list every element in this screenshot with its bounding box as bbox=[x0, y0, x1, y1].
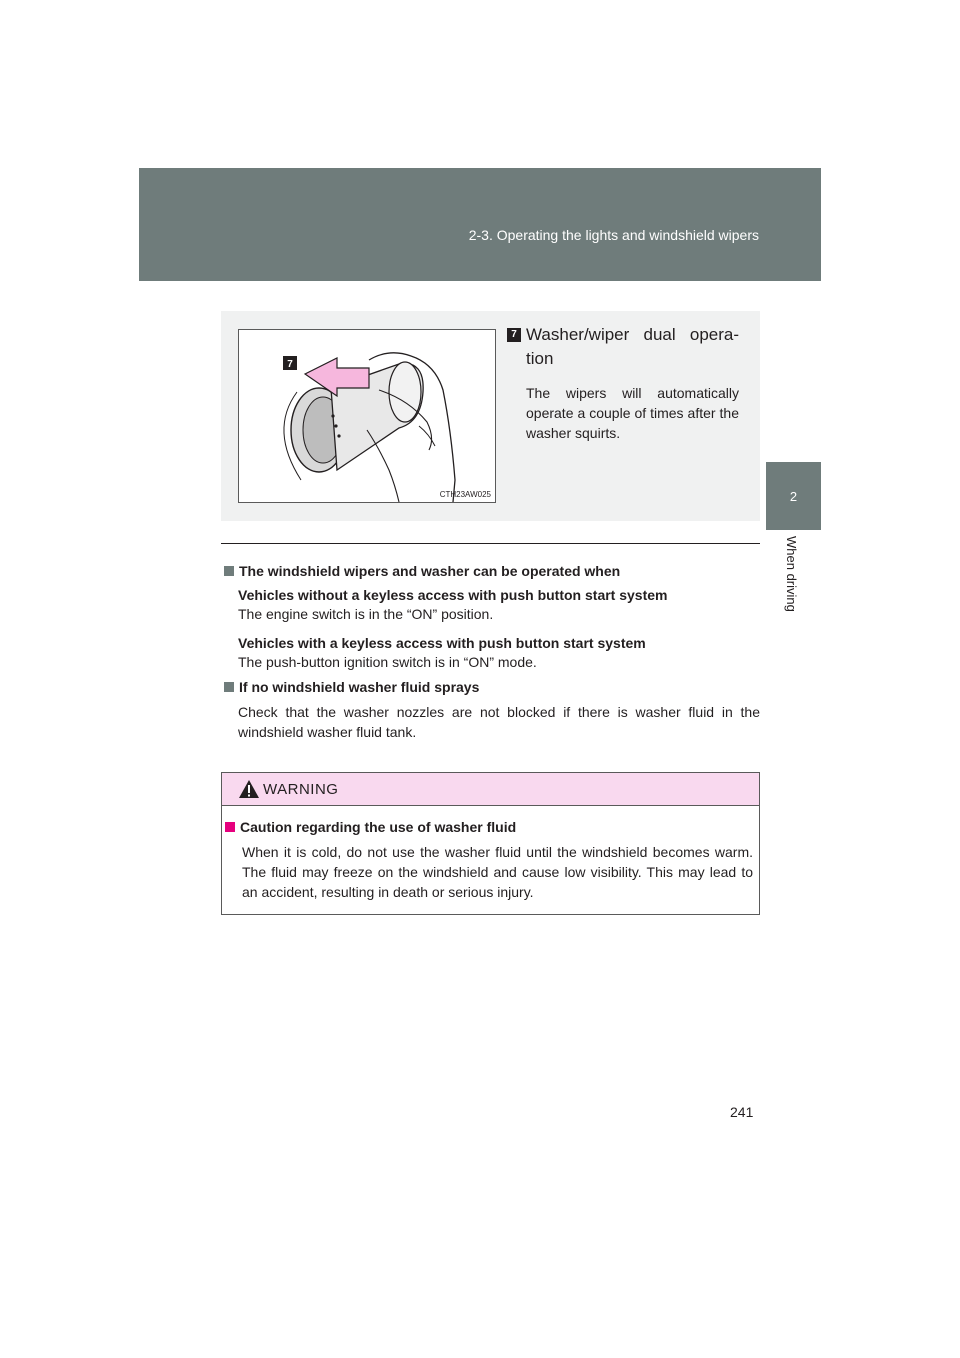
warning-text: When it is cold, do not use the washer fluid until the windshield becomes warm. The fluid may freeze on the windshield and cause low visibility. This may lead to an accident, resulting in death or serious injury. bbox=[242, 844, 753, 900]
square-bullet-icon bbox=[225, 822, 235, 832]
step-badge: 7 bbox=[507, 328, 521, 342]
illustration-frame bbox=[238, 329, 496, 503]
side-tab-top bbox=[766, 168, 821, 281]
warning-heading-text: Caution regarding the use of washer fluid bbox=[240, 819, 517, 835]
wiper-switch-illustration bbox=[239, 330, 495, 502]
header-band bbox=[139, 168, 821, 281]
illustration-callout: 7 bbox=[287, 359, 293, 370]
note-text: Check that the washer nozzles are not blocked if there is washer fluid in the windshield washer fluid tank. bbox=[238, 704, 760, 740]
note-heading bbox=[224, 678, 760, 696]
note-heading-text: The windshield wipers and washer can be operated when bbox=[239, 563, 621, 579]
note-subheading: Vehicles with a keyless access with push button start system bbox=[238, 635, 646, 651]
warning-heading bbox=[225, 818, 755, 836]
chapter-number bbox=[766, 462, 821, 530]
warning-header bbox=[222, 773, 759, 806]
chapter-label bbox=[766, 530, 821, 640]
page-number: 241 bbox=[730, 1104, 754, 1120]
operation-title bbox=[511, 323, 739, 371]
note-subheading: Vehicles without a keyless access with push button start system bbox=[238, 587, 668, 603]
operation-title-text: Washer/wiper dual opera-tion bbox=[526, 325, 739, 368]
figure-code: CTH23AW025 bbox=[439, 490, 491, 499]
warning-triangle-icon bbox=[238, 779, 260, 799]
square-bullet-icon bbox=[224, 682, 234, 692]
operation-block bbox=[507, 323, 739, 443]
warning-box bbox=[221, 772, 760, 915]
note-text: The engine switch is in the “ON” position. bbox=[238, 606, 494, 622]
section-title: 2-3. Operating the lights and windshield wipers bbox=[468, 227, 759, 243]
note-text: The push-button ignition switch is in “ON” mode. bbox=[238, 654, 537, 670]
note-heading bbox=[224, 562, 760, 580]
warning-title: WARNING bbox=[263, 781, 339, 798]
notes-section bbox=[224, 562, 760, 742]
section-divider bbox=[221, 543, 760, 544]
warning-body bbox=[222, 806, 759, 902]
operation-description: The wipers will automatically operate a couple of times after the washer squirts. bbox=[526, 385, 739, 441]
chapter-number-text: 2 bbox=[789, 488, 798, 504]
chapter-label-text: When driving bbox=[784, 536, 799, 612]
square-bullet-icon bbox=[224, 566, 234, 576]
illustration-panel bbox=[221, 311, 760, 521]
note-heading-text: If no windshield washer fluid sprays bbox=[239, 679, 480, 695]
